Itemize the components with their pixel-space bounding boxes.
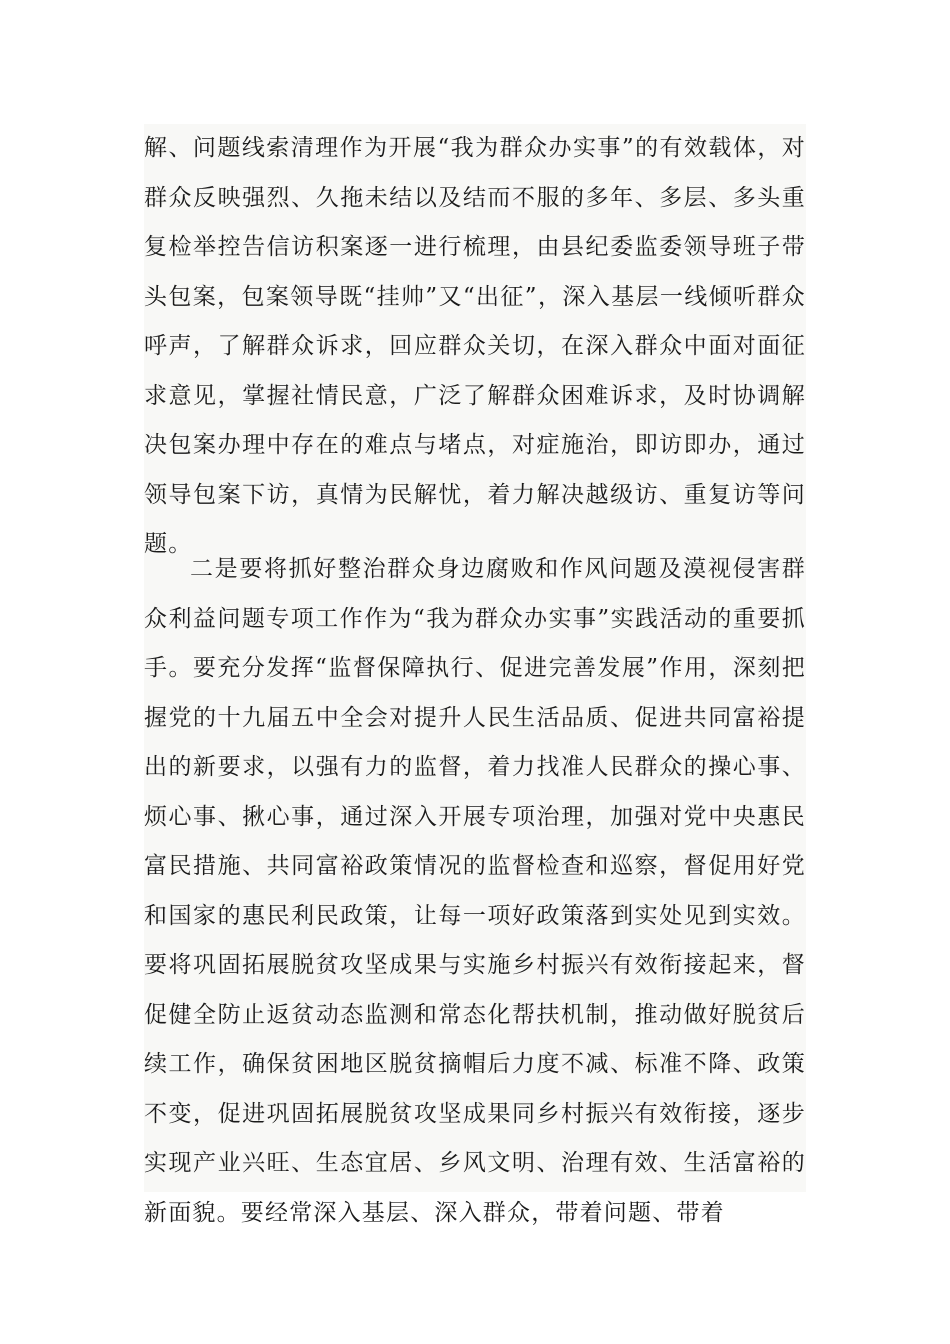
document-body [144,124,806,1226]
paragraph-1: 解、问题线索清理作为开展“我为群众办实事”的有效载体，对群众反映强烈、久拖未结以及结而不服的多年、多层、多头重复检举控告信访积案逐一进行梳理，由县纪委监委领导班子带头包案，包案领导既“挂帅”又“出征”，深入基层一线倾听群众呼声，了解群众诉求，回应群众关切，在深入群众中面对面征求意见，掌握社情民意，广泛了解群众困难诉求，及时协调解决包案办理中存在的难点与堵点，对症施治，即访即办，通过领导包案下访，真情为民解忧，着力解决越级访、重复访等问题。 [144,135,806,557]
paragraph-2: 二是要将抓好整治群众身边腐败和作风问题及漠视侵害群众利益问题专项工作作为“我为群众办实事”实践活动的重要抓手。要充分发挥“监督保障执行、促进完善发展”作用，深刻把握党的十九届五中全会对提升人民生活品质、促进共同富裕提出的新要求，以强有力的监督，着力找准人民群众的操心事、烦心事、揪心事，通过深入开展专项治理，加强对党中央惠民富民措施、共同富裕政策情况的监督检查和巡察，督促用好党和国家的惠民利民政策，让每一项好政策落到实处见到实效。要将巩固拓展脱贫攻坚成果与实施乡村振兴有效衔接起来，督促健全防止返贫动态监测和常态化帮扶机制，推动做好脱贫后续工作，确保贫困地区脱贫摘帽后力度不减、标准不降、政策不变，促进巩固拓展脱贫攻坚成果同乡村振兴有效衔接，逐步实现产业兴旺、生态宜居、乡风文明、治理有效、生活富裕的新面貌。要经常深入基层、深入群众，带着问题、带着 [144,556,806,1226]
